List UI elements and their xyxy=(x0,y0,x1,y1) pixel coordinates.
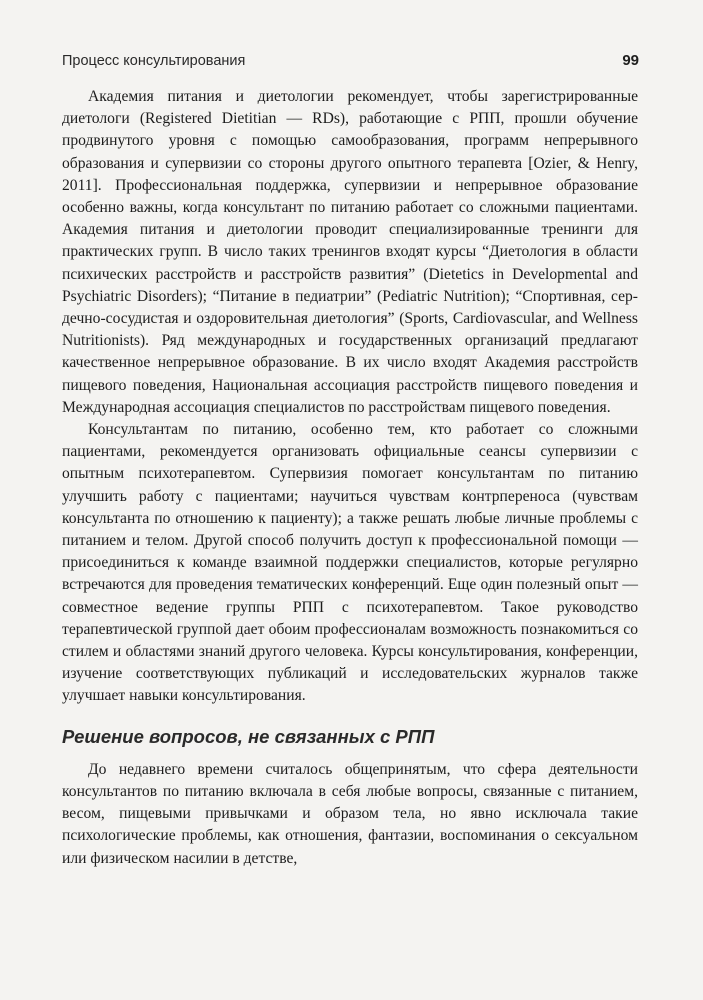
running-head: Процесс консультирования xyxy=(62,53,246,69)
paragraph-supervision: Консультантам по питанию, особенно тем, кто работает со сложными пациентами, рекомендуется организовать официальные сеансы супервизии с опытным психотерапевтом. Супервизия помогает консультантам по питанию улучшить работу с пациентами; научиться чувствам контрпереноса (чувствам консультанта по отношению к пациенту); а также решать любые личные проблемы с питанием и телом. Другой способ получить доступ к профессиональной помощи — присоединиться к команде взаимной поддержки специалистов, которые регулярно встречаются для проведения тематических конференций. Еще один полезный опыт — совместное ведение группы РПП с психотерапевтом. Такое руководство терапевтической группой дает обоим профессионалам возможность познакомиться со стилем и областями знаний другого человека. Курсы консультирования, конференции, изучение соответствующих публикаций и исследовательских журналов также улучшает навыки консультирования. xyxy=(62,421,638,705)
page-header xyxy=(62,52,639,69)
section-heading: Решение вопросов, не связанных с РПП xyxy=(62,725,435,747)
paragraph-non-ed-issues: До недавнего времени считалось общепринятым, что сфера деятельности консультантов по питанию включала в себя любые вопросы, связанные с питанием, весом, пищевыми привычками и образом тела, но явно исключала такие психологические проблемы, как отношения, фантазии, воспоминания о сексуальном или физическом насилии в детстве, xyxy=(62,760,638,867)
paragraph-academy-training: Академия питания и диетологии рекомендует, чтобы зарегистрированные диетологи (Registered Dietitian — RDs), работающие с РПП, прошли обучение продвинутого уровня с помощью самообразования, программ непрерывного образования и супервизии со стороны другого опытного терапевта [Ozier, & Henry, 2011]. Профессиональная поддержка, супервизии и непрерывное образование особенно важны, когда консультант по питанию работает со сложными пациентами. Академия питания и диетологии проводит специализированные тренинги для практических групп. В число таких тренингов входят курсы “Диетология в области психических расстройств и расстройств развития” (Dietetics in Developmental and Psychiatric Disorders); “Питание в педиатрии” (Pediatric Nutrition); “Спортивная, сердечно-сосудистая и оздоровительная диетология” (Sports, Cardiovascular, and Wellness Nutritionists). Ряд международных и государственных организаций предлагают качественное непрерывное образование. В их число входят Академия расстройств пищевого поведения, Национальная ассоциация расстройств пищевого поведения и Международная ассоциация специалистов по расстройствам пищевого поведения. xyxy=(62,88,638,416)
page-body xyxy=(62,86,638,870)
page-number: 99 xyxy=(622,52,639,69)
